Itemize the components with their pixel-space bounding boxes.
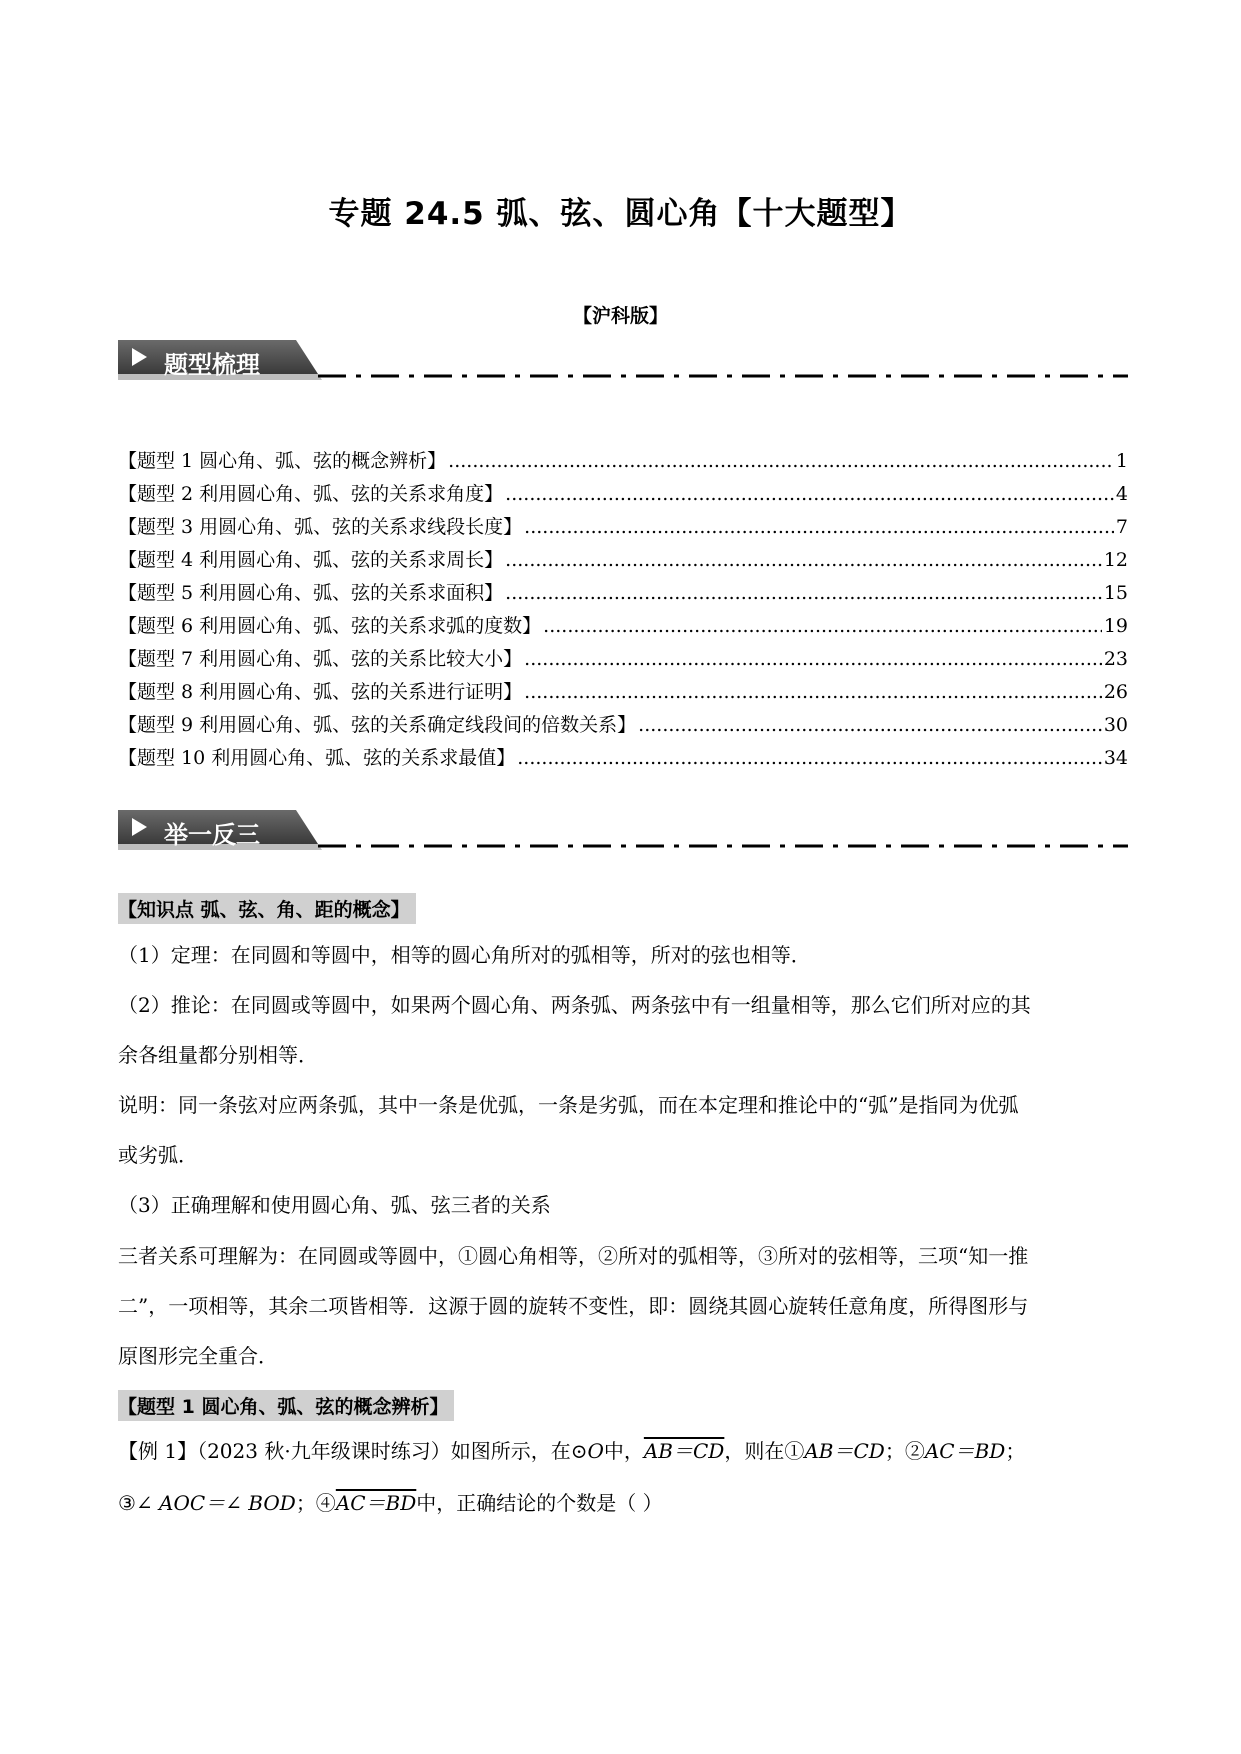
knowledge-corollary-line1: （2）推论：在同圆或等圆中，如果两个圆心角、两条弧、两条弦中有一组量相等，那么它们所对应的其 bbox=[118, 993, 1031, 1017]
statement-4: AC＝BD bbox=[335, 1491, 417, 1515]
banner-graphic bbox=[118, 808, 1128, 854]
knowledge-relation-line2: 二”，一项相等，其余二项皆相等．这源于圆的旋转不变性，即：圆绕其圆心旋转任意角度，所得图形与 bbox=[118, 1294, 1029, 1318]
toc-item[interactable]: 【题型 8 利用圆心角、弧、弦的关系进行证明】 ..... 26 bbox=[118, 677, 1128, 710]
toc-item[interactable]: 【题型 1 圆心角、弧、弦的概念辨析】 ..... 1 bbox=[118, 446, 1128, 479]
knowledge-note-line1: 说明：同一条弦对应两条弧，其中一条是优弧，一条是劣弧，而在本定理和推论中的“弧”是指同为优弧 bbox=[118, 1093, 1019, 1117]
section-banner-type-overview bbox=[118, 338, 1128, 384]
knowledge-corollary-line2: 余各组量都分别相等． bbox=[118, 1043, 318, 1067]
knowledge-relation-line1: 三者关系可理解为：在同圆或等圆中，①圆心角相等，②所对的弧相等，③所对的弦相等，三项“知一推 bbox=[118, 1244, 1029, 1268]
knowledge-note-line2: 或劣弧． bbox=[118, 1143, 198, 1167]
type1-heading: 【题型 1 圆心角、弧、弦的概念辨析】 bbox=[118, 1390, 454, 1421]
knowledge-relation-title: （3）正确理解和使用圆心角、弧、弦三者的关系 bbox=[118, 1193, 551, 1217]
toc-item[interactable]: 【题型 4 利用圆心角、弧、弦的关系求周长】 ..... 12 bbox=[118, 545, 1128, 578]
example1-line1: 【例 1】（2023 秋·九年级课时练习）如图所示，在⊙O中，AB＝CD，则在①AB＝CD；②AC＝BD； bbox=[118, 1439, 1026, 1463]
toc-item[interactable]: 【题型 6 利用圆心角、弧、弦的关系求弧的度数】 ..... 19 bbox=[118, 611, 1128, 644]
toc-item[interactable]: 【题型 2 利用圆心角、弧、弦的关系求角度】 ..... 4 bbox=[118, 479, 1128, 512]
toc-item[interactable]: 【题型 9 利用圆心角、弧、弦的关系确定线段间的倍数关系】 ..... 30 bbox=[118, 710, 1128, 743]
statement-1: AB＝CD bbox=[804, 1439, 885, 1463]
banner-label: 题型梳理 bbox=[164, 351, 260, 379]
page-title: 专题 24.5 弧、弦、圆心角【十大题型】 bbox=[328, 196, 913, 232]
knowledge-theorem: （1）定理：在同圆和等圆中，相等的圆心角所对的弧相等，所对的弦也相等． bbox=[118, 943, 811, 967]
toc-item[interactable]: 【题型 5 利用圆心角、弧、弦的关系求面积】 ..... 15 bbox=[118, 578, 1128, 611]
knowledge-heading: 【知识点 弧、弦、角、距的概念】 bbox=[118, 893, 416, 924]
knowledge-relation-line3: 原图形完全重合． bbox=[118, 1344, 278, 1368]
arc-equality: AB＝CD bbox=[643, 1439, 725, 1463]
statement-3: ∠ AOC＝∠ BOD bbox=[135, 1491, 296, 1515]
toc-item[interactable]: 【题型 7 利用圆心角、弧、弦的关系比较大小】 ..... 23 bbox=[118, 644, 1128, 677]
toc-item[interactable]: 【题型 10 利用圆心角、弧、弦的关系求最值】 ..... 34 bbox=[118, 743, 1128, 776]
edition-label: 【沪科版】 bbox=[572, 305, 668, 327]
example1-line2: ③∠ AOC＝∠ BOD；④AC＝BD中，正确结论的个数是（ ） bbox=[118, 1491, 663, 1515]
table-of-contents bbox=[118, 446, 1128, 776]
section-banner-examples bbox=[118, 808, 1128, 854]
banner-label: 举一反三 bbox=[164, 821, 260, 849]
banner-graphic bbox=[118, 338, 1128, 384]
circle-symbol: ⊙O bbox=[570, 1439, 604, 1463]
statement-2: AC＝BD bbox=[924, 1439, 1006, 1463]
toc-item[interactable]: 【题型 3 用圆心角、弧、弦的关系求线段长度】 ..... 7 bbox=[118, 512, 1128, 545]
